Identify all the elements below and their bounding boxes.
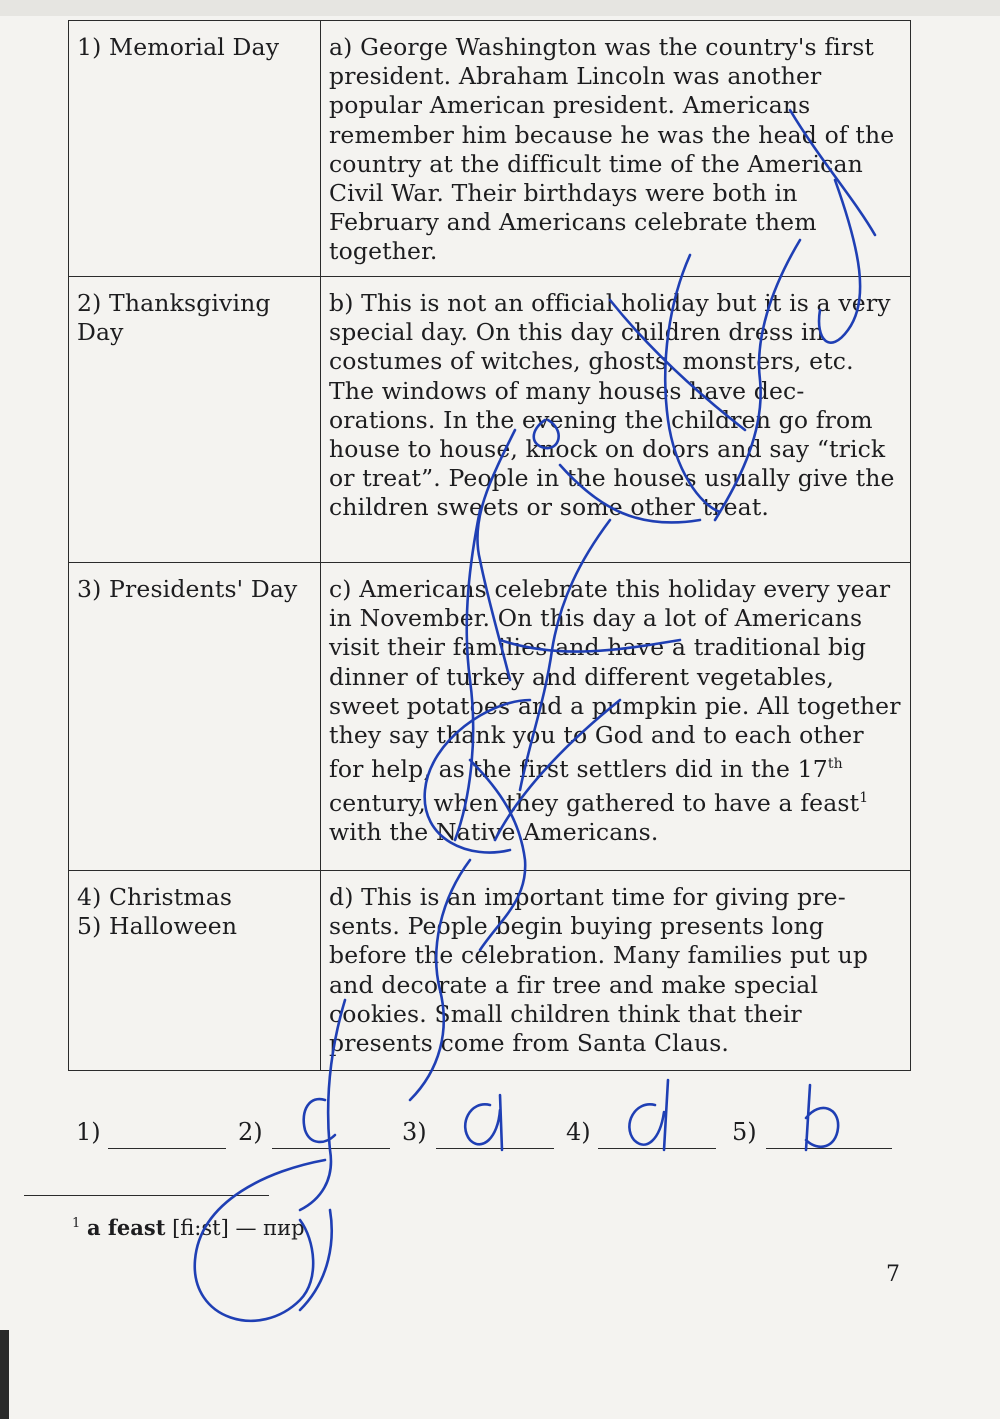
ink-stroke-e — [610, 300, 745, 430]
answer-slot-3: 3) — [402, 1118, 427, 1146]
description-cell: b) This is not an official holiday but it is a very special day. On this day children dress in costumes of witches, ghosts, monsters, etc. The windows of many houses have decorations. In the evening the children go from house to house, knock on doors and say “trick or treat”. People in the houses usually give the children sweets or some other treat. — [321, 277, 911, 563]
ink-letter-a — [465, 1095, 502, 1150]
ink-stroke-c — [715, 240, 800, 520]
answer-slot-1: 1) — [76, 1118, 101, 1146]
answer-slot-4: 4) — [566, 1118, 591, 1146]
answer-slot-5: 5) — [732, 1118, 757, 1146]
page-number: 7 — [886, 1262, 900, 1287]
description-cell: a) George Washington was the country's first president. Abraham Lincoln was another popular American president. Americans remember him because he was the head of the country at the difficult time of the American Civil War. Their birthdays were both in February and Americans celebrate them together. — [321, 21, 911, 277]
ink-stroke-q — [195, 1160, 325, 1321]
holiday-cell: 3) Presidents' Day — [69, 563, 321, 871]
ink-stroke-l — [425, 700, 530, 853]
ink-stroke-a — [790, 110, 875, 235]
ink-stroke-k — [500, 640, 680, 652]
holiday-cell: 1) Memorial Day — [69, 21, 321, 277]
ink-stroke-d — [665, 255, 720, 512]
ink-letter-d — [629, 1080, 668, 1150]
description-cell: d) This is an important time for giving presents. People begin buying presents long before the celebration. Many families put up and decorate a fir tree and make special cookies. Small children think that their presents come from Santa Claus. — [321, 871, 911, 1071]
ink-stroke-n — [470, 760, 525, 950]
ink-letter-c — [304, 1099, 335, 1142]
footnote: $^1$ a feast [fi:st] — пир — [72, 1215, 305, 1240]
ink-stroke-o — [410, 860, 470, 1100]
ink-stroke-f — [534, 420, 559, 448]
description-cell: c) Americans celebrate this holiday every year in November. On this day a lot of Americans visit their families and have a traditional big dinner of turkey and different vegetables, sweet potatoes and a pumpkin pie. All together they say thank you to God and to each other for help, as the first settlers did in the 17th century, when they gathered to have a feast$^1$ with the Native Americans. — [321, 563, 911, 871]
holiday-cell: 4) Christmas 5) Halloween — [69, 871, 321, 1071]
answer-slot-2: 2) — [238, 1118, 263, 1146]
ink-stroke-h — [560, 465, 700, 523]
ink-stroke-i — [455, 510, 480, 840]
holiday-cell: 2) Thanksgiving Day — [69, 277, 321, 563]
ink-letter-b — [806, 1085, 838, 1150]
